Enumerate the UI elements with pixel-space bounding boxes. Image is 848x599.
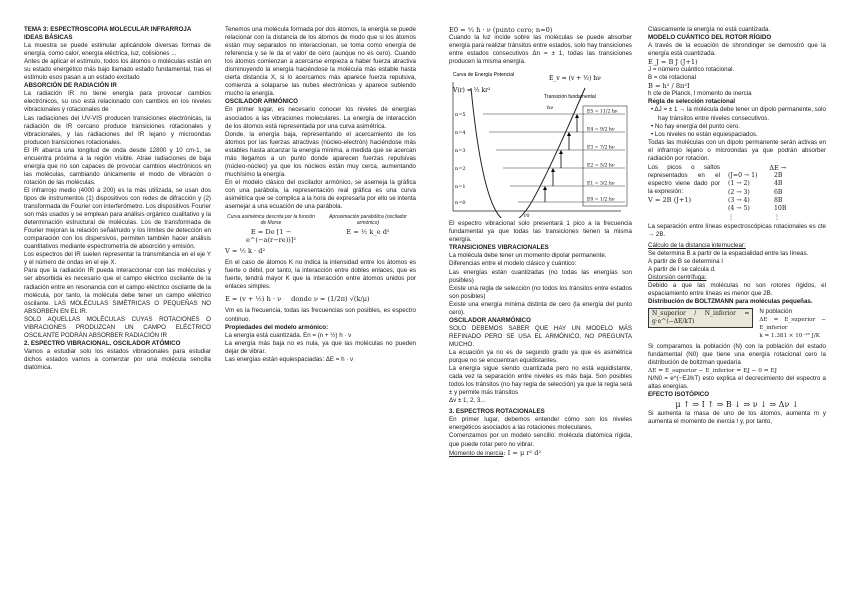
paragraph: La radiación IR no tiene energía para provocar cambios electrónicos, su uso está relacionado con cambios en los niveles vibracionales y rotacionales de <box>24 90 211 114</box>
absorcion-heading: ABSORCIÓN DE RADIACIÓN IR <box>24 82 117 90</box>
transition-energy: 6B <box>774 188 783 196</box>
transition-row <box>728 172 786 180</box>
paragraph: La energía sigue siendo cuantizada pero no está equidistante, cada vez la separación entre niveles es más baja. Son posibles todos los tránsitos (no hay regla de selección) ya que la regla será ± y permite más tránsitos <box>449 365 632 397</box>
paragraph: El espectro vibracional solo presentará 1 pico a la frecuencia fundamental ya que todas las transiciones tienen la misma energía. <box>449 220 632 244</box>
isotope-equation: μ ↑ ⇒ I ↑ ⇒ B ↓ ⇒ ν ↓ ⇒ Δν ↓ <box>675 399 799 409</box>
column-2 <box>225 26 416 592</box>
parabola-caption: Aproximación parabólica (oscilador armónico) <box>329 214 407 227</box>
ideas-basicas-heading: IDEAS BÁSICAS <box>24 34 73 42</box>
transition-energy: 4B <box>774 180 783 188</box>
list-item-text: ΔJ = ± 1 → la molécula debe tener un dipolo permanente, solo hay tránsitos entre niveles consecutivos. <box>654 106 826 122</box>
paragraph: Para que la radiación IR pueda interaccionar con las moléculas y ser absorbida es necesario que el campo eléctrico oscilante de la radiación entre en resonancia con el campo eléctrico oscilante de la molécula, por tanto, la molécula debe tener un campo eléctrico oscilante. LAS MOLÉCULAS SIMÉTRICAS O PEQUEÑAS NO ABSORBEN EN EL IR. <box>24 267 211 315</box>
paragraph: La separación entre líneas espectroscópicas rotacionales es cte → 2B. <box>648 222 826 238</box>
level-energy-label: E3 = 7/2 hν <box>587 145 615 151</box>
transition-levels: ⋮ <box>728 213 735 221</box>
boltzmann-heading: Distribución de BOLTZMANN para moléculas pequeñas. <box>648 298 813 306</box>
paragraph: El IR abarca una longitud de onda desde 12800 y 10 cm-1, se encuentra próxima a la región visible. Atrae radiaciones de baja energía que no son capaces de provocar cambios electrónicos en las moléculas, cambiando únicamente el modo de vibración o rotación de las moléculas. <box>24 146 211 186</box>
transition-levels: (2 → 3) <box>728 188 750 196</box>
morse-parabola-figure <box>225 214 416 244</box>
paragraph: Existe una energía mínima distinta de cero (la energía del punto cero). <box>449 300 632 316</box>
transition-energy: 10B <box>774 205 787 213</box>
document-title: TEMA 3: ESPECTROSCOPIA MOLECULAR INFRARROJA <box>24 26 192 33</box>
diagram-vr-label: V(r) = ½ kr² <box>453 87 491 95</box>
level-number-label: n=2 <box>455 166 466 173</box>
paragraph: Antes de aplicar el estímulo, todos los átomos o moléculas están en su estado energético más bajo llamado estado fundamental, tras el estímulo esos pasan a un estado excitado <box>24 58 211 82</box>
transition-row <box>728 180 786 188</box>
transition-energy: ⋮ <box>774 213 781 221</box>
paragraph: Las energías están equiespaciadas: ΔE = h · ν <box>225 355 354 363</box>
paragraph: Si aumenta la masa de uno de los átomos, aumenta m y aumenta el momento de inercia I y, por tanto, <box>648 409 826 425</box>
transition-arrows <box>543 105 627 206</box>
transition-row <box>728 197 786 205</box>
diagram-title: Curva de Energía Potencial <box>453 72 515 79</box>
potential-energy-diagram <box>449 68 632 218</box>
paragraph: En el modelo clásico del oscilador armónico, se asemeja la gráfica con una parábola, la representación real gráfica es una curva asimétrica que se complica a la hora de expresarla por ello se intenta asemejar a una ecuación de una parábola. <box>225 178 416 211</box>
paragraph: A partir de I se calcula d. <box>648 266 716 274</box>
paragraph: J = número cuántico rotacional. <box>648 66 735 74</box>
paragraph: Δv ± 1, 2, 3... <box>449 397 486 405</box>
paragraph: Vm es la frecuencia, todas las frecuencias son posibles, es espectro continuo. <box>225 307 416 323</box>
transition-row <box>728 205 786 213</box>
arrow-head <box>575 114 579 118</box>
inertia-equation: : I = μ r² d² <box>503 448 542 457</box>
level-energy-label: E4 = 9/2 hν <box>587 127 615 133</box>
paragraph: En primer lugar, debemos entender cómo son los niveles energéticos asociados a las rotaciones moleculares. <box>449 416 632 432</box>
paragraph: En primer lugar, es necesario conocer los niveles de energías asociados a las vibraciones moleculares. La energía de interacción de los átomos está representada por una curva asimétrica. <box>225 106 416 130</box>
paragraph: La molécula debe tener un momento dipolar permanente. <box>449 252 607 260</box>
transition-energy: 8B <box>774 196 783 204</box>
peak-equation: V = 2B (J+1) <box>648 195 692 204</box>
transition-row <box>728 189 786 197</box>
list-item: • ΔJ = ± 1 → la molécula debe tener un dipolo permanente, solo hay tránsitos entre niveles consecutivos. <box>651 106 826 122</box>
arrow-head <box>551 168 555 172</box>
morse-equation: E = De [1 − e^(−a(r−re))]² <box>245 228 297 245</box>
level-energy-label: E5 = 11/2 hν <box>587 109 618 115</box>
paragraph: Existe una regla de selección (no todos los tránsitos entre estados son posibles) <box>449 284 632 300</box>
arrow-head <box>559 150 563 154</box>
list-item: • Los niveles no están equiespaciados. <box>651 130 758 138</box>
parabola-equation: E = ½ k_e d² <box>346 228 390 237</box>
paragraph: La ecuación ya no es de segundo grado ya que es asimétrica porque no se encuentran equidistantes. <box>449 348 632 365</box>
b-constant-equation: B = h² / 8π²I <box>648 82 690 91</box>
rotor-rigido-heading: MODELO CUÁNTICO DEL ROTOR RÍGIDO <box>648 34 772 42</box>
inertia-label: Momento de inercia <box>449 449 504 457</box>
diagram-transition-label: Transición fundamental <box>544 94 596 101</box>
paragraph: La energía está cuantizada. En = (n + ½) h · ν <box>225 331 352 339</box>
transition-levels: (1 → 2) <box>728 180 750 188</box>
column-4 <box>648 26 826 592</box>
paragraph: Donde, la energía baja, representando el acercamiento de los átomos por las fuerzas atractivas (núcleo-electrón) haciéndose más estables hasta alcanzar la energía mínima, a medida que se acercan más llegamos a un punto donde aparecen fuerzas repulsivas (núcleo-núcleo) ya que los núcleos están muy cerca, aumentando muchísimo la energía. <box>225 130 416 178</box>
paragraph: Cuando la luz incide sobre las moléculas se puede absorber energía para realizar tránsitos entre estados, solo hay transiciones entre estados consecutivos Δn = ± 1, todas las transiciones producen la misma energía. <box>449 34 632 66</box>
paragraph: Tenemos una molécula formada por dos átomos, la energía se puede relacionar con la distancia de los átomos de modo que si los átomos están muy separados no interaccionan, se toma como energía de referencia y se le da el valor de cero (aunque no es cero). Cuando los átomos comienzan a acercarse empieza a haber fuerza atractiva disminuyendo la energía haciéndose la molécula más estable hasta cierta distancia X, si lo acercamos más aparece fuerza repulsiva, comienza a solaparse las nubes electrónicas y aparece subiendo mucho la energía. <box>225 26 416 98</box>
list-item: • No hay energía del punto cero. <box>651 122 740 130</box>
zero-point-equation: E0 = ½ h · ν (punto cero; n=0) <box>449 26 553 34</box>
paragraph: La energía más baja no es nula, ya que las moléculas no pueden dejar de vibrar. <box>225 339 416 355</box>
level-number-label: n=3 <box>455 148 466 155</box>
anarmonico-heading: OSCILADOR ANARMÓNICO <box>449 316 531 324</box>
level-number-label: n=5 <box>455 112 466 119</box>
boltzmann-legend: N población <box>759 308 793 316</box>
level-number-label: n=1 <box>455 184 466 191</box>
diagram-ev-label: E_v = (v + ½) hν <box>549 75 601 83</box>
oscilador-armonico-heading: OSCILADOR ARMÓNICO <box>225 98 298 106</box>
potential-curve <box>471 88 585 218</box>
paragraph: B = cte rotacional <box>648 74 696 82</box>
calculo-heading: Cálculo de la distancia internuclear: <box>648 241 746 249</box>
energy-equation-row <box>225 295 416 303</box>
section-2-heading: 2. ESPECTRO VIBRACIONAL. OSCILADOR ATÓMICO <box>24 339 181 347</box>
transiciones-heading: TRANSICIONES VIBRACIONALES <box>449 244 549 252</box>
boltzmann-equation: N_superior / N_inferior = g·e^(−ΔE/kT) <box>648 308 753 328</box>
level-number-label: n=4 <box>455 130 466 137</box>
rotational-transitions-table <box>648 164 826 222</box>
level-energy-label: E0 = 1/2 hν <box>587 197 615 203</box>
transition-levels: (J=0 → 1) <box>728 172 758 180</box>
paragraph: h cte de Planck, I momento de inercia <box>648 90 752 98</box>
column-3 <box>449 26 632 592</box>
transition-row <box>728 214 786 222</box>
inertia-line <box>449 449 632 458</box>
paragraph: Vamos a estudiar solo los estados vibracionales para estudiar dichos estados vamos a comenzar por una molécula sencilla diatómica. <box>24 347 211 371</box>
distorsion-heading: Distorsión centrífuga: <box>648 274 707 282</box>
boltzmann-block <box>648 308 826 340</box>
transition-energy: 2B <box>774 172 783 180</box>
propiedades-heading: Propiedades del modelo armónico: <box>225 323 329 331</box>
list-item-text: No hay energía del punto cero. <box>654 122 740 130</box>
paragraph: Diferencias entre el modelo clásico y cuántico: <box>449 260 577 268</box>
column-1 <box>24 26 211 592</box>
transition-header: ΔE → <box>769 163 787 172</box>
energy-difference-equation: ΔE = E_superior − E_inferior = EJ − 0 = EJ <box>648 367 777 374</box>
paragraph: Las energías están cuantizadas (no todas las energías son posibles) <box>449 268 632 284</box>
arrow-head <box>543 186 547 190</box>
list-item-text: Los niveles no están equiespaciados. <box>654 130 758 138</box>
paragraph: Comenzamos por un modelo sencillo: molécula diatómica rígida, que puede rotar pero no vibrar. <box>449 432 632 448</box>
level-labels-box <box>583 106 627 206</box>
transition-levels: (3 → 4) <box>728 196 750 204</box>
energy-equation: E = (v + ½) h · ν <box>225 295 282 304</box>
paragraph: A través de la ecuación de shrondinger se demostró que la energía está cuantizada. <box>648 42 826 58</box>
level-energy-label: E2 = 5/2 hν <box>587 163 615 169</box>
boltzmann-legend: ΔE = E_superior − E_inferior <box>759 317 826 332</box>
paragraph: SOLO AQUELLAS MOLÉCULAS CUYAS ROTACIONES O VIBRACIONES PRODUZCAN UN CAMPO ELÉCTRICO OSCILANTE PODRÁN ABSORBER RADIACIÓN IR <box>24 315 211 339</box>
transition-levels: (4 → 5) <box>728 205 750 213</box>
rotational-energy-equation: E_J = B J (J+1) <box>648 58 698 67</box>
section-3-heading: 3. ESPECTROS ROTACIONALES <box>449 408 545 416</box>
paragraph: Las radiaciones del UV-VIS producen transiciones electrónicas, la radiación de IR cercano produce transiciones rotacionales y vibracionales, y las radiaciones del IR lejano y microondas producen transiciones rotacionales. <box>24 114 211 146</box>
paragraph: Clásicamente la energía no está cuantizada. <box>648 26 771 33</box>
arrow-head <box>567 132 571 136</box>
paragraph: Todas las moléculas con un dipolo permanente serán activas en el infrarrojo lejano o microondas ya que podrán absorber radiación por rotación. <box>648 138 826 162</box>
paragraph: Los espectros del IR suelen representar la transmitancia en el eje Y y el número de ondas en el eje X. <box>24 251 211 267</box>
paragraph: Si comparamos la población (N) con la población del estado fundamental (N0) que tiene una energía rotacional cero la distribución de boltzman quedaría <box>648 342 826 366</box>
isotopico-heading: EFECTO ISOTÓPICO <box>648 390 710 398</box>
potential-equation: V = ½ k · d² <box>225 247 266 256</box>
boltzmann-legend: k = 1.381 × 10⁻²³ J/K <box>759 333 820 340</box>
seleccion-heading: Regla de selección rotacional <box>648 98 735 106</box>
paragraph: En el caso de átomos K no indica la intensidad entre los átomos es fuerte o débil, por tanto, la interacción entre dobles enlaces, que es fuerte, tendrá mayor K que la interacción entre átomos unidos por enlaces simples. <box>225 259 416 291</box>
r0-label: r0 <box>524 213 530 219</box>
paragraph: El infrarrojo medio (4000 a 200) es la más utilizada, se usan dos tipos de instrumentos (1) dispositivos con redes de difracción y (2) transformada de Fourier con interferómetro. Los dispositivos Fourier son más usados y se emplean para análisis orgánico cualitativo y la determinación estructural de moléculas. Los de transformada de Fourier mejoran la relación señal/ruido y los límites de detección en comparación con los dispersivos, permiten también hacer análisis cuantitativos mediante espectrometría de absorción y emisión. <box>24 186 211 251</box>
paragraph: Los picos o saltos representados en el espectro viene dado por la expresión: <box>648 163 720 195</box>
level-number-label: n=0 <box>455 200 466 207</box>
paragraph: Se determina B a partir de la espacialidad entre las líneas. <box>648 250 809 258</box>
delta-label: hν <box>547 105 554 112</box>
morse-caption: Curva asimétrica descrita por la función de Morse <box>227 214 315 227</box>
paragraph: Debido a que las moléculas no son rotores rígidos, el espaciamiento entre líneas es menor que 2B. <box>648 282 826 298</box>
paragraph: La muestra se puede estimular aplicándole diversas formas de energía, como calor, energía eléctrica, luz, colisiones ... <box>24 42 211 58</box>
paragraph: SOLO DEBEMOS SABER QUE HAY UN MODELO MÁS REFINADO PERO SE USA EL ARMÓNICO, NO PREGUNTA MUCHO. <box>449 324 632 348</box>
paragraph: A partir de B se determina I <box>648 258 723 266</box>
level-energy-label: E1 = 3/2 hν <box>587 181 615 187</box>
frequency-equation: donde ν = (1/2π) √(k/μ) <box>291 295 370 304</box>
paragraph: N/N0 = e^(−EJ/kT) esto explica el decrecimiento del espectro a altas energías. <box>648 374 826 390</box>
transition-rows <box>728 164 786 222</box>
